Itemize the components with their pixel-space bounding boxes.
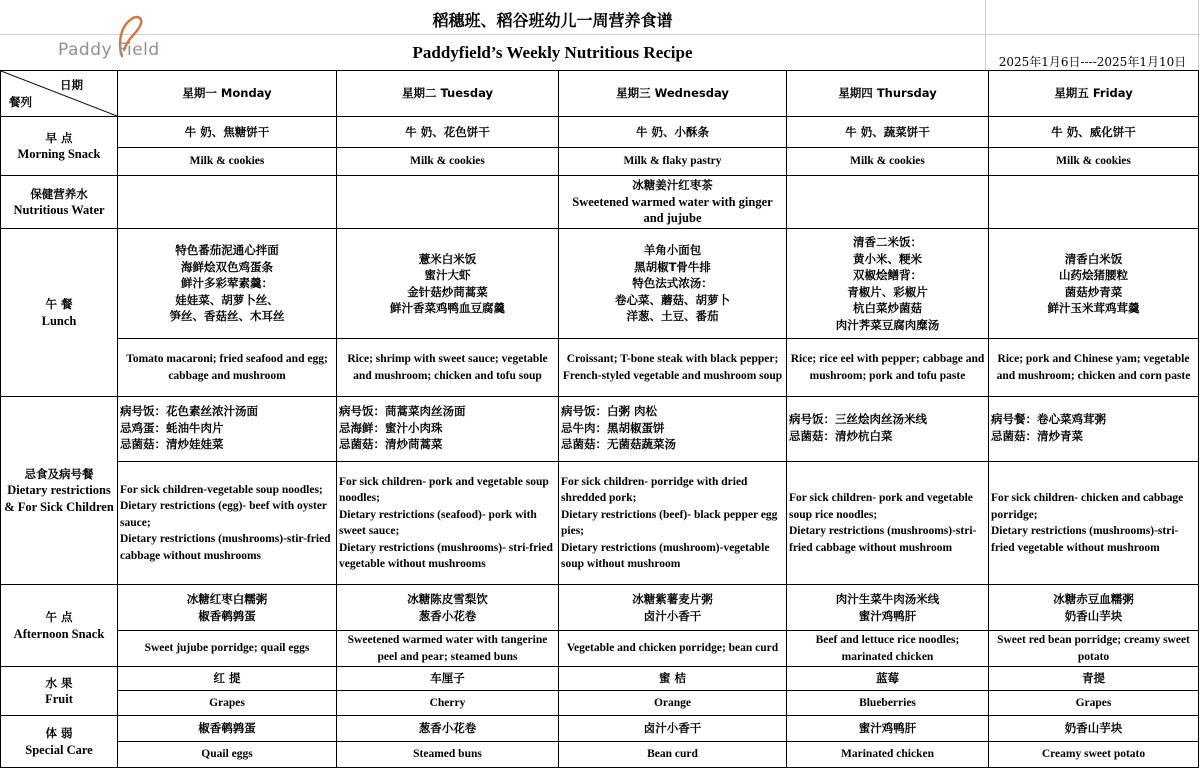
meal-cell-en: Blueberries — [787, 691, 989, 716]
document-header — [0, 0, 1200, 70]
meal-cell-en: Rice; pork and Chinese yam; vegetable and mushroom; chicken and corn paste — [989, 339, 1199, 397]
meal-cell-en: Grapes — [118, 691, 337, 716]
meal-cell-cn: 冰糖陈皮雪梨饮 葱香小花卷 — [337, 585, 559, 631]
meal-cell-en: Milk & cookies — [787, 148, 989, 176]
date-range: 2025年1月6日----2025年1月10日 — [998, 55, 1187, 69]
meal-cell-en: Rice; shrimp with sweet sauce; vegetable and mushroom; chicken and tofu soup — [337, 339, 559, 397]
meal-cell-cn: 冰糖红枣白糯粥 椒香鹌鹑蛋 — [118, 585, 337, 631]
empty-cell — [989, 176, 1199, 229]
meal-cell-en: Grapes — [989, 691, 1199, 716]
dietary-row — [1, 397, 1199, 462]
meal-cell-en: Sweetened warmed water with tangerine peel and pear; steamed buns — [337, 631, 559, 667]
meal-cell-cn: 肉汁生菜牛肉汤米线 蜜汁鸡鸭肝 — [787, 585, 989, 631]
meal-cell-cn: 特色番茄泥通心拌面 海鲜烩双色鸡蛋条 鲜汁多彩荤素羹： 娃娃菜、胡萝卜丝、 笋丝、香菇丝、木耳丝 — [118, 229, 337, 339]
diet-cell-en: For sick children-vegetable soup noodles; Dietary restrictions (egg)- beef with oyster sauce; Dietary restrictions (mushrooms)-stir-fried cabbage without mushrooms — [118, 462, 337, 585]
day-header: 星期五 Friday — [989, 71, 1199, 117]
meal-cell-cn: 青提 — [989, 667, 1199, 691]
meal-cell-en: Cherry — [337, 691, 559, 716]
empty-cell — [118, 176, 337, 229]
row-label-dietary: 忌食及病号餐 Dietary restrictions & For Sick Children — [1, 397, 118, 585]
title-english: Paddyfield’s Weekly Nutritious Recipe — [412, 43, 693, 62]
corner-cell — [1, 71, 118, 117]
meal-cell-cn: 椒香鹌鹑蛋 — [118, 716, 337, 742]
meal-cell-cn: 牛 奶、焦糖饼干 — [118, 117, 337, 148]
corner-meal-label: 餐列 — [9, 94, 32, 109]
meal-cell-cn: 薏米白米饭 蜜汁大虾 金针菇炒茼蒿菜 鲜汁香菜鸡鸭血豆腐羹 — [337, 229, 559, 339]
row-label-nutritious-water: 保健营养水 Nutritious Water — [1, 176, 118, 229]
meal-cell-cn: 葱香小花卷 — [337, 716, 559, 742]
row-label-fruit: 水 果 Fruit — [1, 667, 118, 716]
meal-cell-cn: 红 提 — [118, 667, 337, 691]
diet-cell-en: For sick children- pork and vegetable soup rice noodles; Dietary restrictions (mushrooms)-stri-fried cabbage without mushroom — [787, 462, 989, 585]
special-care-en-row — [1, 742, 1199, 768]
meal-cell-en: Sweet jujube porridge; quail eggs — [118, 631, 337, 667]
meal-cell-cn: 蜜汁鸡鸭肝 — [787, 716, 989, 742]
afternoon-snack-row — [1, 585, 1199, 631]
meal-cell-en: Rice; rice eel with pepper; cabbage and mushroom; pork and tofu paste — [787, 339, 989, 397]
row-label-morning-snack: 早 点 Morning Snack — [1, 117, 118, 176]
special-care-row — [1, 716, 1199, 742]
fruit-row — [1, 667, 1199, 691]
meal-cell-cn: 牛 奶、小酥条 — [559, 117, 787, 148]
meal-cell-en: Tomato macaroni; fried seafood and egg; cabbage and mushroom — [118, 339, 337, 397]
meal-cell-cn: 蓝莓 — [787, 667, 989, 691]
diet-cell-en: For sick children- chicken and cabbage porridge; Dietary restrictions (mushrooms)-stri-fried vegetable without mushroom — [989, 462, 1199, 585]
day-header: 星期三 Wednesday — [559, 71, 787, 117]
meal-cell-cn: 蜜 桔 — [559, 667, 787, 691]
row-label-lunch: 午 餐 Lunch — [1, 229, 118, 397]
meal-cell-cn: 冰糖赤豆血糯粥 奶香山芋块 — [989, 585, 1199, 631]
meal-cell-cn: 牛 奶、威化饼干 — [989, 117, 1199, 148]
meal-cell-en: Marinated chicken — [787, 742, 989, 768]
title-chinese: 稻穗班、稻谷班幼儿一周营养食谱 — [432, 11, 673, 30]
dietary-en-row — [1, 462, 1199, 585]
water-cell-wednesday: 冰糖姜汁红枣茶 Sweetened warmed water with ginger and jujube — [559, 176, 787, 229]
meal-cell-en: Milk & flaky pastry — [559, 148, 787, 176]
weekly-menu-table — [0, 70, 1199, 768]
meal-cell-cn: 牛 奶、蔬菜饼干 — [787, 117, 989, 148]
meal-cell-cn: 奶香山芋块 — [989, 716, 1199, 742]
day-header: 星期二 Tuesday — [337, 71, 559, 117]
diet-cell-en: For sick children- porridge with dried shredded pork; Dietary restrictions (beef)- black pepper egg pies; Dietary restrictions (mushroom)-vegetable soup without mushroom — [559, 462, 787, 585]
meal-cell-cn: 冰糖紫薯麦片粥 卤汁小香干 — [559, 585, 787, 631]
meal-cell-en: Steamed buns — [337, 742, 559, 768]
meal-cell-en: Quail eggs — [118, 742, 337, 768]
diet-cell-cn: 病号饭：花色素丝浓汁汤面 忌鸡蛋：蚝油牛肉片 忌菌菇：清炒娃娃菜 — [118, 397, 337, 462]
lunch-en-row — [1, 339, 1199, 397]
meal-cell-en: Creamy sweet potato — [989, 742, 1199, 768]
diet-cell-en: For sick children- pork and vegetable soup noodles; Dietary restrictions (seafood)- pork with sweet sauce; Dietary restrictions (mushrooms)- stri-fried vegetable without mushrooms — [337, 462, 559, 585]
empty-cell — [337, 176, 559, 229]
row-label-special-care: 体 弱 Special Care — [1, 716, 118, 768]
meal-cell-en: Sweet red bean porridge; creamy sweet potato — [989, 631, 1199, 667]
lunch-row — [1, 229, 1199, 339]
corner-date-label: 日期 — [60, 78, 83, 92]
day-header: 星期四 Thursday — [787, 71, 989, 117]
meal-cell-en: Vegetable and chicken porridge; bean curd — [559, 631, 787, 667]
meal-cell-en: Bean curd — [559, 742, 787, 768]
meal-cell-en: Croissant; T-bone steak with black pepper; French-styled vegetable and mushroom soup — [559, 339, 787, 397]
meal-cell-cn: 清香二米饭： 黄小米、粳米 双椒烩鳝背： 青椒片、彩椒片 杭白菜炒菌菇 肉汁荠菜豆腐肉糜汤 — [787, 229, 989, 339]
meal-cell-en: Orange — [559, 691, 787, 716]
day-header: 星期一 Monday — [118, 71, 337, 117]
day-header-row — [1, 71, 1199, 117]
meal-cell-en: Milk & cookies — [118, 148, 337, 176]
meal-cell-cn: 清香白米饭 山药烩猪腰粒 菌菇炒青菜 鲜汁玉米茸鸡茸羹 — [989, 229, 1199, 339]
row-label-afternoon-snack: 午 点 Afternoon Snack — [1, 585, 118, 667]
diet-cell-cn: 病号饭：白粥 肉松 忌牛肉：黑胡椒蛋饼 忌菌菇：无菌菇蔬菜汤 — [559, 397, 787, 462]
meal-cell-en: Milk & cookies — [989, 148, 1199, 176]
meal-cell-cn: 羊角小面包 黑胡椒T骨牛排 特色法式浓汤： 卷心菜、蘑菇、胡萝卜 洋葱、土豆、番茄 — [559, 229, 787, 339]
diet-cell-cn: 病号餐：卷心菜鸡茸粥 忌菌菇：清炒青菜 — [989, 397, 1199, 462]
morning-snack-row — [1, 117, 1199, 148]
nutritious-water-row — [1, 176, 1199, 229]
meal-cell-cn: 车厘子 — [337, 667, 559, 691]
meal-cell-en: Milk & cookies — [337, 148, 559, 176]
empty-cell — [787, 176, 989, 229]
fruit-en-row — [1, 691, 1199, 716]
meal-cell-cn: 卤汁小香干 — [559, 716, 787, 742]
meal-cell-en: Beef and lettuce rice noodles; marinated chicken — [787, 631, 989, 667]
logo-text: Paddy Field — [58, 40, 160, 60]
morning-snack-en-row — [1, 148, 1199, 176]
diet-cell-cn: 病号饭：三丝烩肉丝汤米线 忌菌菇：清炒杭白菜 — [787, 397, 989, 462]
afternoon-snack-en-row — [1, 631, 1199, 667]
diet-cell-cn: 病号饭：茼蒿菜肉丝汤面 忌海鲜：蜜汁小肉珠 忌菌菇：清炒茼蒿菜 — [337, 397, 559, 462]
meal-cell-cn: 牛 奶、花色饼干 — [337, 117, 559, 148]
